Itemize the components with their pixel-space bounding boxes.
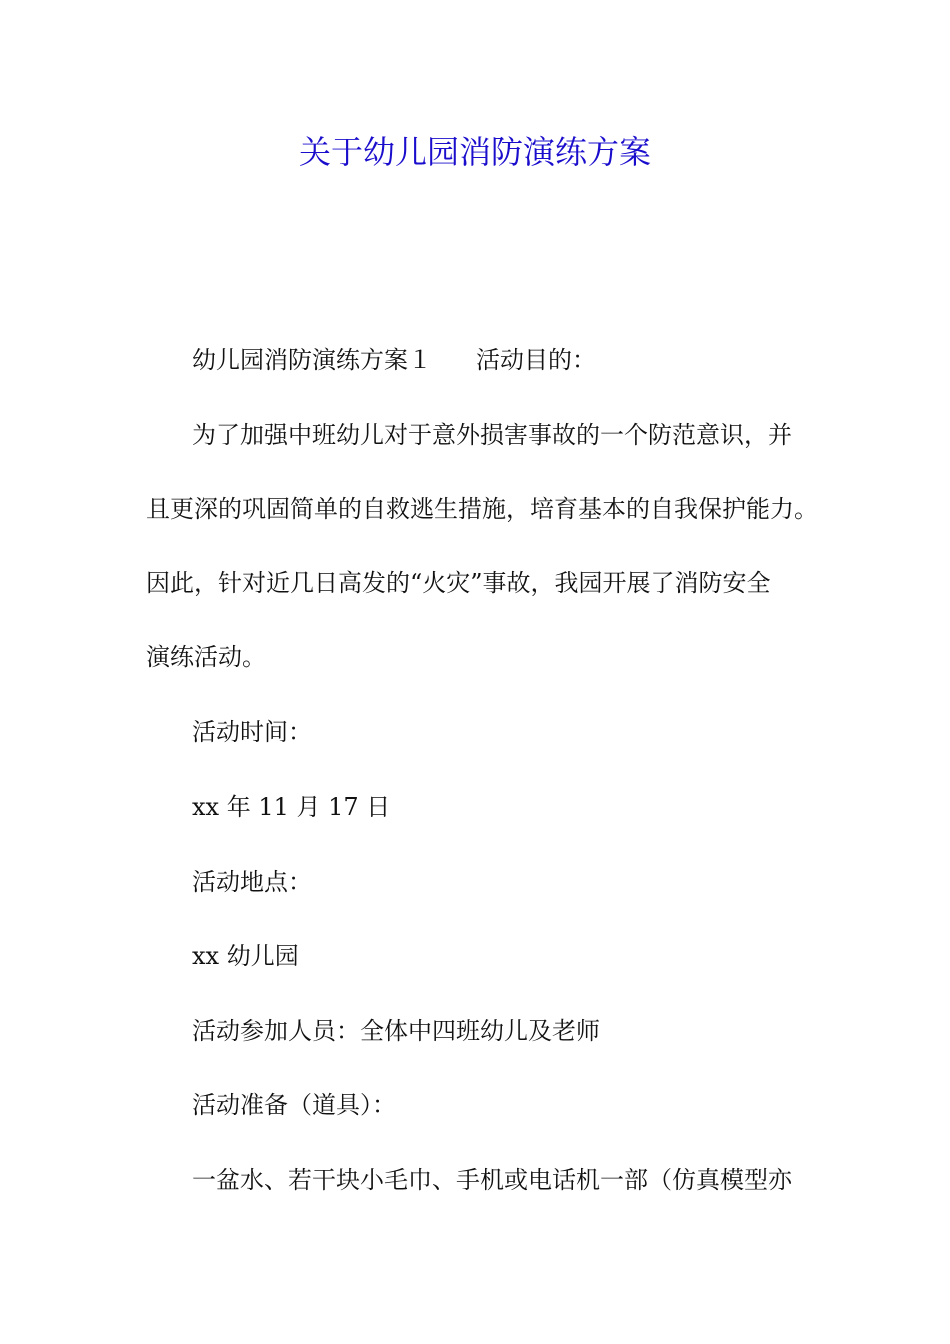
place-value: xx 幼儿园 <box>192 942 299 970</box>
goal-paragraph <box>146 398 826 694</box>
goal-line-3: 因此，针对近几日高发的“火灾”事故，我园开展了消防安全 <box>146 569 771 597</box>
participants-line: 活动参加人员：全体中四班幼儿及老师 <box>192 1017 600 1045</box>
goal-line-1: 为了加强中班幼儿对于意外损害事故的一个防范意识，并 <box>192 421 792 449</box>
prep-label: 活动准备（道具）： <box>192 1091 396 1119</box>
document-title: 关于幼儿园消防演练方案 <box>298 133 651 171</box>
goal-heading: 活动目的： <box>476 346 596 374</box>
time-label: 活动时间： <box>192 718 312 746</box>
plan-heading-row <box>146 323 872 397</box>
goal-line-2: 且更深的巩固简单的自救逃生措施，培育基本的自我保护能力。 <box>146 495 818 523</box>
place-label: 活动地点： <box>192 868 312 896</box>
goal-line-4: 演练活动。 <box>146 643 266 671</box>
prep-line: 一盆水、若干块小毛巾、手机或电话机一部（仿真模型亦 <box>192 1166 792 1194</box>
time-value: xx 年 11 月 17 日 <box>192 793 391 821</box>
plan-heading: 幼儿园消防演练方案１ <box>192 346 432 374</box>
